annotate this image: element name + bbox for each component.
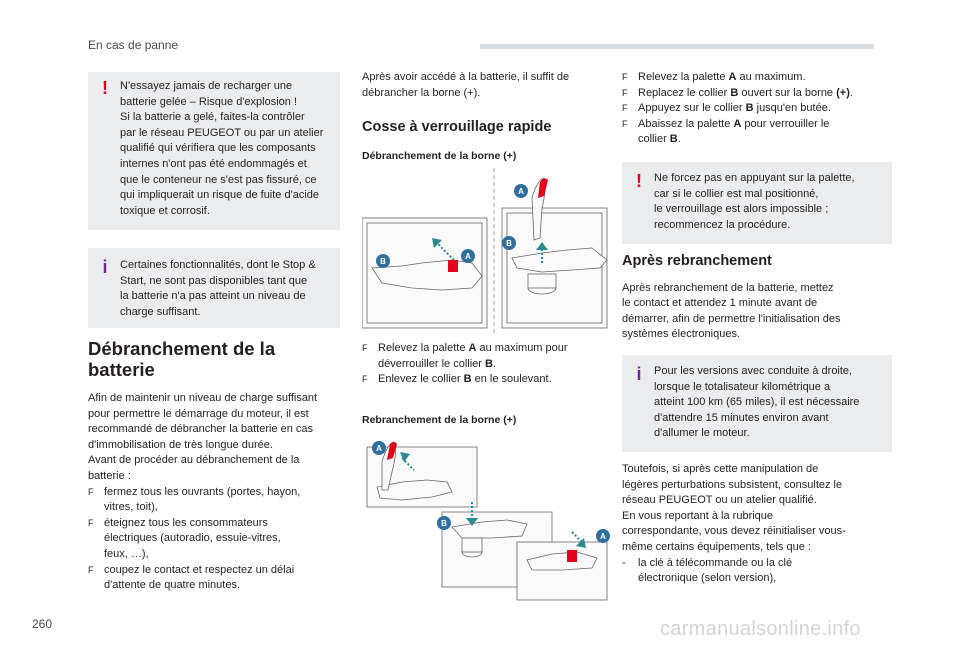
disconnect-illustration	[362, 168, 612, 336]
label-b-icon	[502, 236, 516, 250]
svg-text:B: B	[380, 257, 386, 266]
text-line: le contact et attendez 1 minute avant de	[622, 297, 818, 310]
text-line: légères perturbations subsistent, consultez le	[622, 478, 843, 491]
heading-line: Débranchement de la	[88, 338, 276, 359]
text-line: En vous reportant à la rubrique	[622, 509, 774, 522]
list-item: F Relevez la palette A au maximum.	[622, 70, 892, 86]
paragraph	[622, 281, 892, 343]
info-box	[622, 355, 892, 452]
warning-line: N'essayez jamais de recharger une	[120, 80, 293, 92]
info-line: Certaines fonctionnalités, dont le Stop &	[120, 259, 316, 271]
info-line: lorsque le totalisateur kilométrique a	[654, 380, 831, 393]
watermark: carmanualsonline.info	[660, 618, 861, 640]
list-item: F éteignez tous les consommateurs électriques (autoradio, essuie-vitres, feux, …),	[88, 516, 281, 560]
info-line: charge suffisant.	[120, 305, 201, 318]
info-line: atteint 100 km (65 miles), il est nécessaire	[654, 396, 860, 409]
text-line: Afin de maintenir un niveau de charge suffisant	[88, 392, 318, 404]
subsection-heading: Après rebranchement	[622, 252, 772, 269]
warning-line: qualifié qui vérifiera que les composants	[120, 142, 316, 155]
info-line: d'attendre 15 minutes environ avant	[654, 411, 829, 424]
text-line: Après avoir accédé à la batterie, il suffit de	[362, 71, 570, 83]
text-line: réseau PEUGEOT ou un atelier qualifié.	[622, 494, 817, 507]
warning-box	[88, 72, 340, 230]
list-item: F Replacez le collier B ouvert sur la borne (+).	[622, 86, 892, 102]
procedure-heading: Débranchement de la borne (+)	[362, 149, 517, 162]
svg-text:A: A	[376, 444, 382, 453]
list-item: - la clé à télécommande ou la clé électronique (selon version),	[622, 556, 793, 585]
text-line: démarrer, afin de permettre l'initialisation des	[622, 312, 841, 325]
list-item: F Relevez la palette A au maximum pour déverrouiller le collier B.	[362, 342, 568, 370]
subsection-heading: Cosse à verrouillage rapide	[362, 119, 552, 136]
heading-line: batterie	[88, 359, 155, 380]
list-item: F fermez tous les ouvrants (portes, hayon, vitres, toit),	[88, 485, 301, 514]
list-item: F Enlevez le collier B en le soulevant.	[362, 372, 612, 388]
warning-line: que le conteneur ne s'est pas fissuré, ce	[120, 173, 317, 186]
column-3	[622, 70, 892, 587]
info-box	[88, 248, 340, 328]
page-number: 260	[32, 617, 53, 631]
text-line: systèmes électroniques.	[622, 328, 740, 341]
procedure-heading: Rebranchement de la borne (+)	[362, 413, 517, 426]
text-line: même certains équipements, tels que :	[622, 540, 811, 553]
svg-text:A: A	[600, 532, 606, 541]
paragraph	[622, 462, 892, 587]
info-line: Pour les versions avec conduite à droite,	[654, 364, 853, 377]
text-line: recommandé de débrancher la batterie en cas	[88, 423, 314, 436]
bullet-icon: F	[88, 486, 94, 497]
warning-line: internes n'ont pas été endommagés et	[120, 157, 307, 170]
warning-line: toxique et corrosif.	[120, 204, 210, 217]
section-heading	[88, 338, 340, 380]
warning-icon: !	[636, 170, 642, 191]
label-a-icon	[372, 441, 386, 455]
text-line: d'immobilisation de très longue durée.	[88, 438, 273, 451]
text-line: Après rebranchement de la batterie, mettez	[622, 281, 834, 294]
bullet-icon: F	[622, 118, 628, 129]
warning-line: qui impliquerait un risque de fuite d'acide	[120, 189, 319, 202]
label-a-icon	[461, 249, 475, 263]
list-item: F Appuyez sur le collier B jusqu'en butée.	[622, 101, 892, 117]
warning-line: Ne forcez pas en appuyant sur la palette,	[654, 171, 855, 184]
bullet-icon: F	[88, 517, 94, 528]
label-a-icon	[596, 529, 610, 543]
warning-line: Si la batterie a gelé, faites-la contrôler	[120, 111, 305, 124]
reconnect-illustration	[362, 432, 612, 602]
warning-box	[622, 162, 892, 244]
bullet-list	[88, 485, 340, 594]
svg-text:A: A	[518, 187, 524, 196]
bullet-icon: F	[362, 374, 368, 385]
info-line: d'allumer le moteur.	[654, 427, 750, 440]
header-bar	[480, 44, 874, 49]
info-icon: i	[636, 363, 642, 384]
bullet-icon: F	[622, 72, 628, 82]
bullet-icon: F	[622, 87, 628, 98]
bullet-icon: F	[88, 564, 94, 575]
column-2-steps	[362, 341, 612, 428]
warning-line: le verrouillage est alors impossible ;	[654, 203, 829, 216]
warning-line: car si le collier est mal positionné,	[654, 187, 819, 200]
label-a-icon	[514, 184, 528, 198]
text-line: batterie :	[88, 469, 131, 482]
warning-line: batterie gelée – Risque d'explosion !	[120, 95, 297, 108]
text-line: débrancher la borne (+).	[362, 86, 481, 99]
bullet-icon: F	[362, 343, 368, 353]
text-line: correspondante, vous devez réinitialiser vous-	[622, 525, 846, 538]
dash-icon: -	[622, 556, 626, 569]
intro-paragraph	[88, 391, 340, 485]
list-item: F Abaissez la palette A pour verrouiller le collier B.	[622, 117, 830, 146]
text-line: pour permettre le démarrage du moteur, il est	[88, 407, 309, 420]
svg-text:B: B	[441, 519, 447, 528]
column-2	[362, 70, 612, 164]
info-line: Start, ne sont pas disponibles tant que	[120, 274, 308, 287]
column-1	[88, 72, 340, 594]
list-item: F coupez le contact et respectez un délai d'attente de quatre minutes.	[88, 563, 295, 592]
label-b-icon	[437, 516, 451, 530]
warning-line: recommencez la procédure.	[654, 218, 791, 231]
label-b-icon	[376, 254, 390, 268]
warning-line: par le réseau PEUGEOT ou par un atelier	[120, 126, 324, 139]
info-line: la batterie n'a pas atteint un niveau de	[120, 290, 306, 303]
svg-text:A: A	[465, 252, 471, 261]
text-line: Toutefois, si après cette manipulation de	[622, 462, 819, 475]
info-icon: i	[102, 257, 108, 277]
bullet-icon: F	[622, 103, 628, 114]
text-line: Avant de procéder au débranchement de la	[88, 454, 300, 467]
section-title: En cas de panne	[88, 38, 179, 52]
svg-text:B: B	[506, 239, 512, 248]
warning-icon: !	[102, 78, 108, 98]
